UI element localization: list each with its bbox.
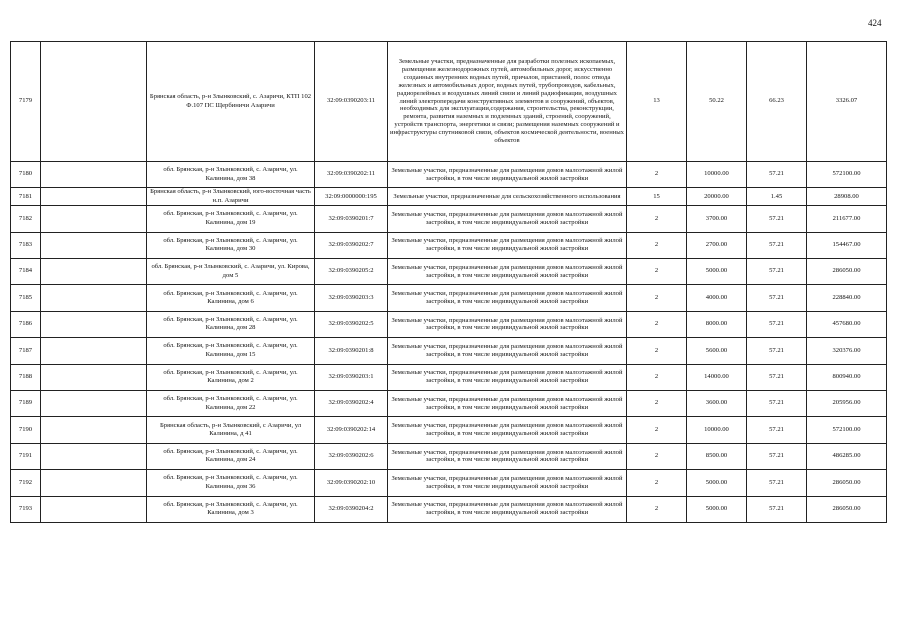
address-cell: Брянская область, р-н Злынковский, юго-восточная часть н.п. Азаричи [147, 188, 315, 206]
cadastral-value: 205956.00 [807, 390, 887, 416]
row-number: 7184 [11, 258, 41, 284]
address-cell: обл. Брянская, р-н Злынковский, с. Азаричи, ул. Калинина, дом 15 [147, 338, 315, 364]
land-purpose: Земельные участки, предназначенные для размещения домов малоэтажной жилой застройки, в том числе индивидуальной жилой застройки [388, 390, 627, 416]
plot-area: 10000.00 [687, 162, 747, 188]
table-row [11, 285, 887, 311]
table-row [11, 390, 887, 416]
cadastral-number: 32:09:0390202:14 [315, 417, 388, 443]
address-cell: обл. Брянская, р-н Злынковский, с. Азаричи, ул. Калинина, дом 24 [147, 443, 315, 469]
address-cell: обл. Брянская, р-н Злынковский, с. Азаричи, ул. Калинина, дом 30 [147, 232, 315, 258]
specific-value: 57.21 [747, 417, 807, 443]
plot-area: 5600.00 [687, 338, 747, 364]
land-purpose: Земельные участки, предназначенные для размещения домов малоэтажной жилой застройки, в том числе индивидуальной жилой застройки [388, 311, 627, 337]
land-purpose: Земельные участки, предназначенные для сельскохозяйственного использования [388, 188, 627, 206]
cadastral-number: 32:09:0390201:8 [315, 338, 388, 364]
plot-area: 2700.00 [687, 232, 747, 258]
table-row [11, 338, 887, 364]
specific-value: 57.21 [747, 258, 807, 284]
table-row [11, 364, 887, 390]
cadastral-number: 32:09:0390202:5 [315, 311, 388, 337]
plot-area: 5000.00 [687, 258, 747, 284]
purpose-group: 2 [627, 285, 687, 311]
specific-value: 57.21 [747, 496, 807, 522]
purpose-group: 13 [627, 42, 687, 162]
land-purpose: Земельные участки, предназначенные для размещения домов малоэтажной жилой застройки, в том числе индивидуальной жилой застройки [388, 232, 627, 258]
address-cell: обл. Брянская, р-н Злынковский, с. Азаричи, ул. Калинина, дом 19 [147, 206, 315, 232]
land-purpose: Земельные участки, предназначенные для размещения домов малоэтажной жилой застройки, в том числе индивидуальной жилой застройки [388, 470, 627, 496]
land-purpose: Земельные участки, предназначенные для размещения домов малоэтажной жилой застройки, в том числе индивидуальной жилой застройки [388, 285, 627, 311]
specific-value: 1.45 [747, 188, 807, 206]
cadastral-value: 457680.00 [807, 311, 887, 337]
purpose-group: 2 [627, 206, 687, 232]
land-purpose: Земельные участки, предназначенные для размещения домов малоэтажной жилой застройки, в том числе индивидуальной жилой застройки [388, 364, 627, 390]
plot-area: 8000.00 [687, 311, 747, 337]
specific-value: 57.21 [747, 390, 807, 416]
plot-area: 5000.00 [687, 496, 747, 522]
plot-area: 50.22 [687, 42, 747, 162]
row-number: 7180 [11, 162, 41, 188]
empty-cell [41, 258, 147, 284]
land-purpose: Земельные участки, предназначенные для размещения домов малоэтажной жилой застройки, в том числе индивидуальной жилой застройки [388, 443, 627, 469]
specific-value: 57.21 [747, 162, 807, 188]
plot-area: 14000.00 [687, 364, 747, 390]
specific-value: 57.21 [747, 364, 807, 390]
cadastral-number: 32:09:0390202:10 [315, 470, 388, 496]
purpose-group: 2 [627, 496, 687, 522]
land-purpose: Земельные участки, предназначенные для размещения домов малоэтажной жилой застройки, в том числе индивидуальной жилой застройки [388, 258, 627, 284]
specific-value: 57.21 [747, 470, 807, 496]
purpose-group: 2 [627, 338, 687, 364]
specific-value: 57.21 [747, 338, 807, 364]
cadastral-number: 32:09:0000000:195 [315, 188, 388, 206]
empty-cell [41, 364, 147, 390]
cadastral-number: 32:09:0390202:7 [315, 232, 388, 258]
empty-cell [41, 42, 147, 162]
cadastral-value: 286050.00 [807, 496, 887, 522]
address-cell: обл. Брянская, р-н Злынковский, с. Азаричи, ул. Калинина, дом 22 [147, 390, 315, 416]
purpose-group: 2 [627, 443, 687, 469]
cadastral-value: 3326.07 [807, 42, 887, 162]
row-number: 7187 [11, 338, 41, 364]
table-row [11, 42, 887, 162]
plot-area: 4000.00 [687, 285, 747, 311]
table-row [11, 443, 887, 469]
empty-cell [41, 496, 147, 522]
row-number: 7193 [11, 496, 41, 522]
cadastral-number: 32:09:0390201:7 [315, 206, 388, 232]
purpose-group: 2 [627, 232, 687, 258]
cadastral-number: 32:09:0390205:2 [315, 258, 388, 284]
specific-value: 57.21 [747, 443, 807, 469]
row-number: 7185 [11, 285, 41, 311]
cadastral-value: 486285.00 [807, 443, 887, 469]
cadastral-value: 286050.00 [807, 470, 887, 496]
empty-cell [41, 338, 147, 364]
empty-cell [41, 417, 147, 443]
page-number: 424 [868, 18, 882, 28]
plot-area: 10000.00 [687, 417, 747, 443]
land-purpose: Земельные участки, предназначенные для размещения домов малоэтажной жилой застройки, в том числе индивидуальной жилой застройки [388, 162, 627, 188]
cadastral-value: 572100.00 [807, 417, 887, 443]
address-cell: Брянская область, р-н Злынковский, с. Азаричи, КТП 102 Ф.107 ПС Щербиничи Азаричи [147, 42, 315, 162]
specific-value: 57.21 [747, 232, 807, 258]
land-purpose: Земельные участки, предназначенные для размещения домов малоэтажной жилой застройки, в том числе индивидуальной жилой застройки [388, 206, 627, 232]
plot-area: 20000.00 [687, 188, 747, 206]
table-row [11, 417, 887, 443]
table-row [11, 496, 887, 522]
cadastral-value: 800940.00 [807, 364, 887, 390]
address-cell: обл. Брянская, р-н Злынковский, с. Азаричи, ул. Калинина, дом 2 [147, 364, 315, 390]
address-cell: обл. Брянская, р-н Злынковский, с. Азаричи, ул. Калинина, дом 28 [147, 311, 315, 337]
row-number: 7179 [11, 42, 41, 162]
specific-value: 57.21 [747, 311, 807, 337]
address-cell: обл. Брянская, р-н Злынковский, с. Азаричи, ул. Калинина, дом 3 [147, 496, 315, 522]
plot-area: 5000.00 [687, 470, 747, 496]
empty-cell [41, 390, 147, 416]
specific-value: 57.21 [747, 285, 807, 311]
empty-cell [41, 162, 147, 188]
purpose-group: 2 [627, 258, 687, 284]
plot-area: 3700.00 [687, 206, 747, 232]
land-plots-table [10, 41, 887, 523]
purpose-group: 2 [627, 311, 687, 337]
cadastral-number: 32:09:0390204:2 [315, 496, 388, 522]
address-cell: обл. Брянская, р-н Злынковский, с. Азаричи, ул. Калинина, дом 6 [147, 285, 315, 311]
cadastral-number: 32:09:0390203:11 [315, 42, 388, 162]
table-row [11, 311, 887, 337]
cadastral-number: 32:09:0390203:1 [315, 364, 388, 390]
cadastral-value: 228840.00 [807, 285, 887, 311]
cadastral-value: 28908.00 [807, 188, 887, 206]
cadastral-value: 154467.00 [807, 232, 887, 258]
table-row [11, 206, 887, 232]
land-purpose: Земельные участки, предназначенные для размещения домов малоэтажной жилой застройки, в том числе индивидуальной жилой застройки [388, 496, 627, 522]
purpose-group: 2 [627, 390, 687, 416]
cadastral-value: 572100.00 [807, 162, 887, 188]
table-row [11, 470, 887, 496]
land-purpose: Земельные участки, предназначенные для размещения домов малоэтажной жилой застройки, в том числе индивидуальной жилой застройки [388, 417, 627, 443]
specific-value: 57.21 [747, 206, 807, 232]
table-row [11, 188, 887, 206]
land-purpose: Земельные участки, предназначенные для разработки полезных ископаемых, размещения железнодорожных путей, автомобильных дорог, искусственно созданных внутренних водных путей, причалов, пристаней, полос отвода железных и автомобильных дорог, водных путей, трубопроводов, кабельных, радиорелейных и воздушных линий связи и линий радиофикации, воздушных линий электропередачи конструктивных элементов и сооружений, объектов, необходимых для эксплуатации,содержания, строительства, реконструкции, ремонта, развития наземных и подземных зданий, строений, сооружений, устройств транспорта, энергетики и связи; размещения наземных сооружений и инфраструктуры спутниковой связи, объектов космической деятельности, военных объектов [388, 42, 627, 162]
empty-cell [41, 206, 147, 232]
row-number: 7190 [11, 417, 41, 443]
address-cell: обл. Брянская, р-н Злынковский, с. Азаричи, ул. Калинина, дом 38 [147, 162, 315, 188]
empty-cell [41, 188, 147, 206]
row-number: 7183 [11, 232, 41, 258]
cadastral-value: 286050.00 [807, 258, 887, 284]
empty-cell [41, 285, 147, 311]
purpose-group: 15 [627, 188, 687, 206]
address-cell: обл. Брянская, р-н Злынковский, с. Азаричи, ул. Кирова, дом 5 [147, 258, 315, 284]
row-number: 7191 [11, 443, 41, 469]
table-row [11, 232, 887, 258]
empty-cell [41, 443, 147, 469]
cadastral-number: 32:09:0390202:4 [315, 390, 388, 416]
row-number: 7182 [11, 206, 41, 232]
table-row [11, 258, 887, 284]
purpose-group: 2 [627, 364, 687, 390]
plot-area: 8500.00 [687, 443, 747, 469]
table-row [11, 162, 887, 188]
purpose-group: 2 [627, 470, 687, 496]
cadastral-number: 32:09:0390202:6 [315, 443, 388, 469]
purpose-group: 2 [627, 162, 687, 188]
empty-cell [41, 311, 147, 337]
empty-cell [41, 232, 147, 258]
plot-area: 3600.00 [687, 390, 747, 416]
cadastral-number: 32:09:0390203:3 [315, 285, 388, 311]
row-number: 7181 [11, 188, 41, 206]
row-number: 7192 [11, 470, 41, 496]
row-number: 7189 [11, 390, 41, 416]
row-number: 7188 [11, 364, 41, 390]
purpose-group: 2 [627, 417, 687, 443]
address-cell: Брянская область, р-н Злынковский, с Азаричи, ул Калинина, д 41 [147, 417, 315, 443]
row-number: 7186 [11, 311, 41, 337]
address-cell: обл. Брянская, р-н Злынковский, с. Азаричи, ул. Калинина, дом 36 [147, 470, 315, 496]
land-purpose: Земельные участки, предназначенные для размещения домов малоэтажной жилой застройки, в том числе индивидуальной жилой застройки [388, 338, 627, 364]
specific-value: 66.23 [747, 42, 807, 162]
cadastral-value: 211677.00 [807, 206, 887, 232]
cadastral-value: 320376.00 [807, 338, 887, 364]
empty-cell [41, 470, 147, 496]
cadastral-number: 32:09:0390202:11 [315, 162, 388, 188]
